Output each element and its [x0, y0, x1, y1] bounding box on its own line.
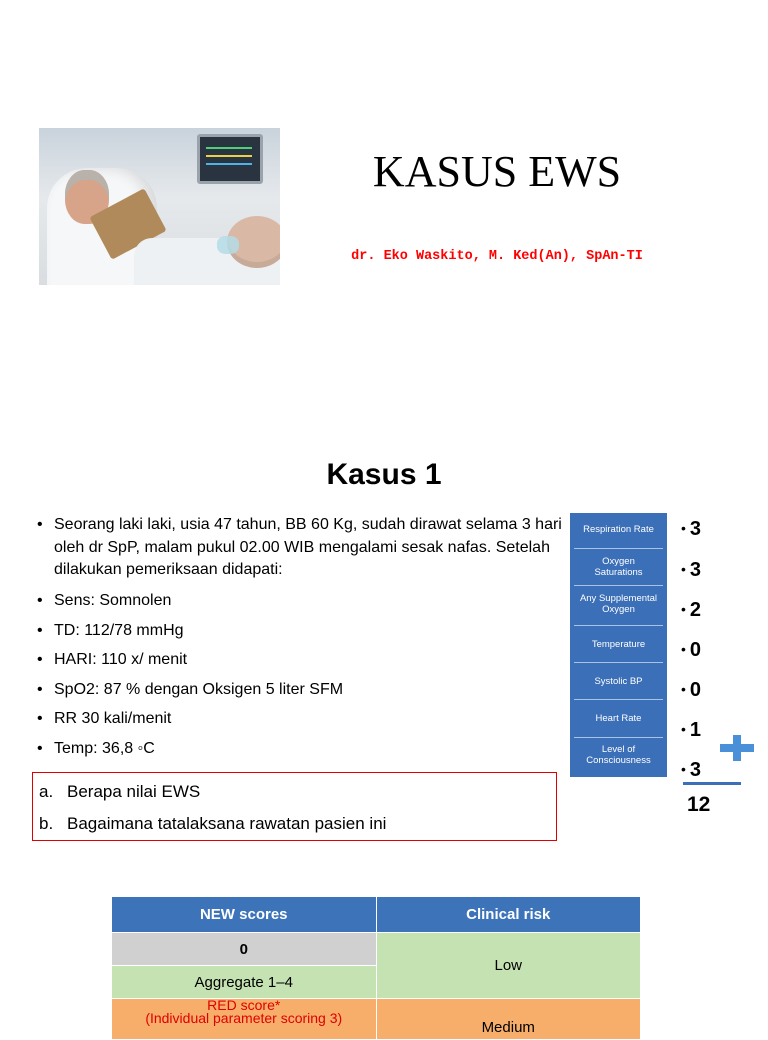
question-a — [39, 781, 200, 803]
medium-risk-label: Medium — [481, 1019, 535, 1036]
param-divider — [574, 737, 663, 738]
red-score-note: (Individual parameter scoring 3) — [145, 1010, 343, 1026]
header-new-scores: NEW scores — [112, 897, 377, 933]
table-row — [112, 933, 641, 966]
param-temperature: Temperature — [591, 639, 646, 650]
bullet-consciousness: • Sens: Somnolen — [34, 590, 564, 611]
bullet-temperature: • Temp: 36,8 ◦C — [34, 738, 564, 759]
table-header-row — [112, 897, 641, 933]
table-row — [112, 999, 641, 1040]
cell-score-red — [112, 999, 377, 1040]
monitor-illustration — [197, 134, 263, 184]
clinical-risk-table — [111, 896, 641, 1040]
score-supplemental-oxygen: • 2 — [681, 599, 702, 621]
score-heart-rate: • 1 — [681, 719, 702, 741]
questions-box — [32, 772, 557, 841]
slide-title: KASUS EWS — [372, 147, 622, 196]
red-score-label: RED score* — [207, 997, 281, 1013]
param-respiration-rate: Respiration Rate — [583, 524, 654, 535]
param-systolic-bp: Systolic BP — [594, 676, 643, 687]
total-ews-score: 12 — [687, 793, 711, 816]
param-level-of-consciousness: Level of Consciousness — [586, 744, 651, 766]
bullet-heart-rate: • HARI: 110 x/ menit — [34, 649, 564, 670]
param-supplemental-oxygen: Any Supplemental Oxygen — [579, 593, 658, 615]
param-oxygen-saturations: Oxygen Saturations — [594, 556, 643, 578]
oxygen-mask-illustration — [217, 236, 239, 254]
bullet-respiration: • RR 30 kali/menit — [34, 708, 564, 729]
author-name: dr. Eko Waskito, M. Ked(An), SpAn-TI — [351, 249, 643, 264]
case-bullet-list — [34, 514, 564, 767]
case-title: Kasus 1 — [326, 458, 442, 491]
param-heart-rate: Heart Rate — [595, 713, 642, 724]
question-b-mark: b. — [39, 814, 54, 833]
bullet-blood-pressure: • TD: 112/78 mmHg — [34, 620, 564, 641]
cell-score-aggregate: Aggregate 1–4 — [112, 966, 377, 999]
question-a-text: Berapa nilai EWS — [67, 782, 201, 801]
bullet-spo2: • SpO2: 87 % dengan Oksigen 5 liter SFM — [34, 679, 564, 700]
param-divider — [574, 699, 663, 700]
header-clinical-risk: Clinical risk — [376, 897, 641, 933]
score-oxygen-saturations: • 3 — [681, 559, 702, 581]
score-systolic-bp: • 0 — [681, 679, 702, 701]
question-a-mark: a. — [39, 782, 54, 801]
param-divider — [574, 625, 663, 626]
score-respiration-rate: • 3 — [681, 518, 702, 540]
score-level-of-consciousness: • 3 — [681, 759, 702, 781]
param-divider — [574, 548, 663, 549]
doctor-patient-photo — [39, 128, 280, 285]
question-b — [39, 813, 386, 835]
ews-parameter-column — [570, 513, 667, 777]
plus-icon-bar — [720, 744, 754, 752]
cell-risk-medium — [376, 999, 641, 1040]
score-temperature: • 0 — [681, 639, 702, 661]
sum-line — [683, 782, 741, 785]
bullet-case-description: • Seorang laki laki, usia 47 tahun, BB 60 Kg, sudah dirawat selama 3 hari oleh dr SpP, malam pukul 02.00 WIB mengalami sesak nafas. Setelah dilakukan pemeriksaan didapati: — [34, 514, 564, 582]
question-b-text: Bagaimana tatalaksana rawatan pasien ini — [67, 814, 387, 833]
param-divider — [574, 662, 663, 663]
param-divider — [574, 585, 663, 586]
cell-score-zero: 0 — [112, 933, 377, 966]
cell-risk-low: Low — [376, 933, 641, 999]
